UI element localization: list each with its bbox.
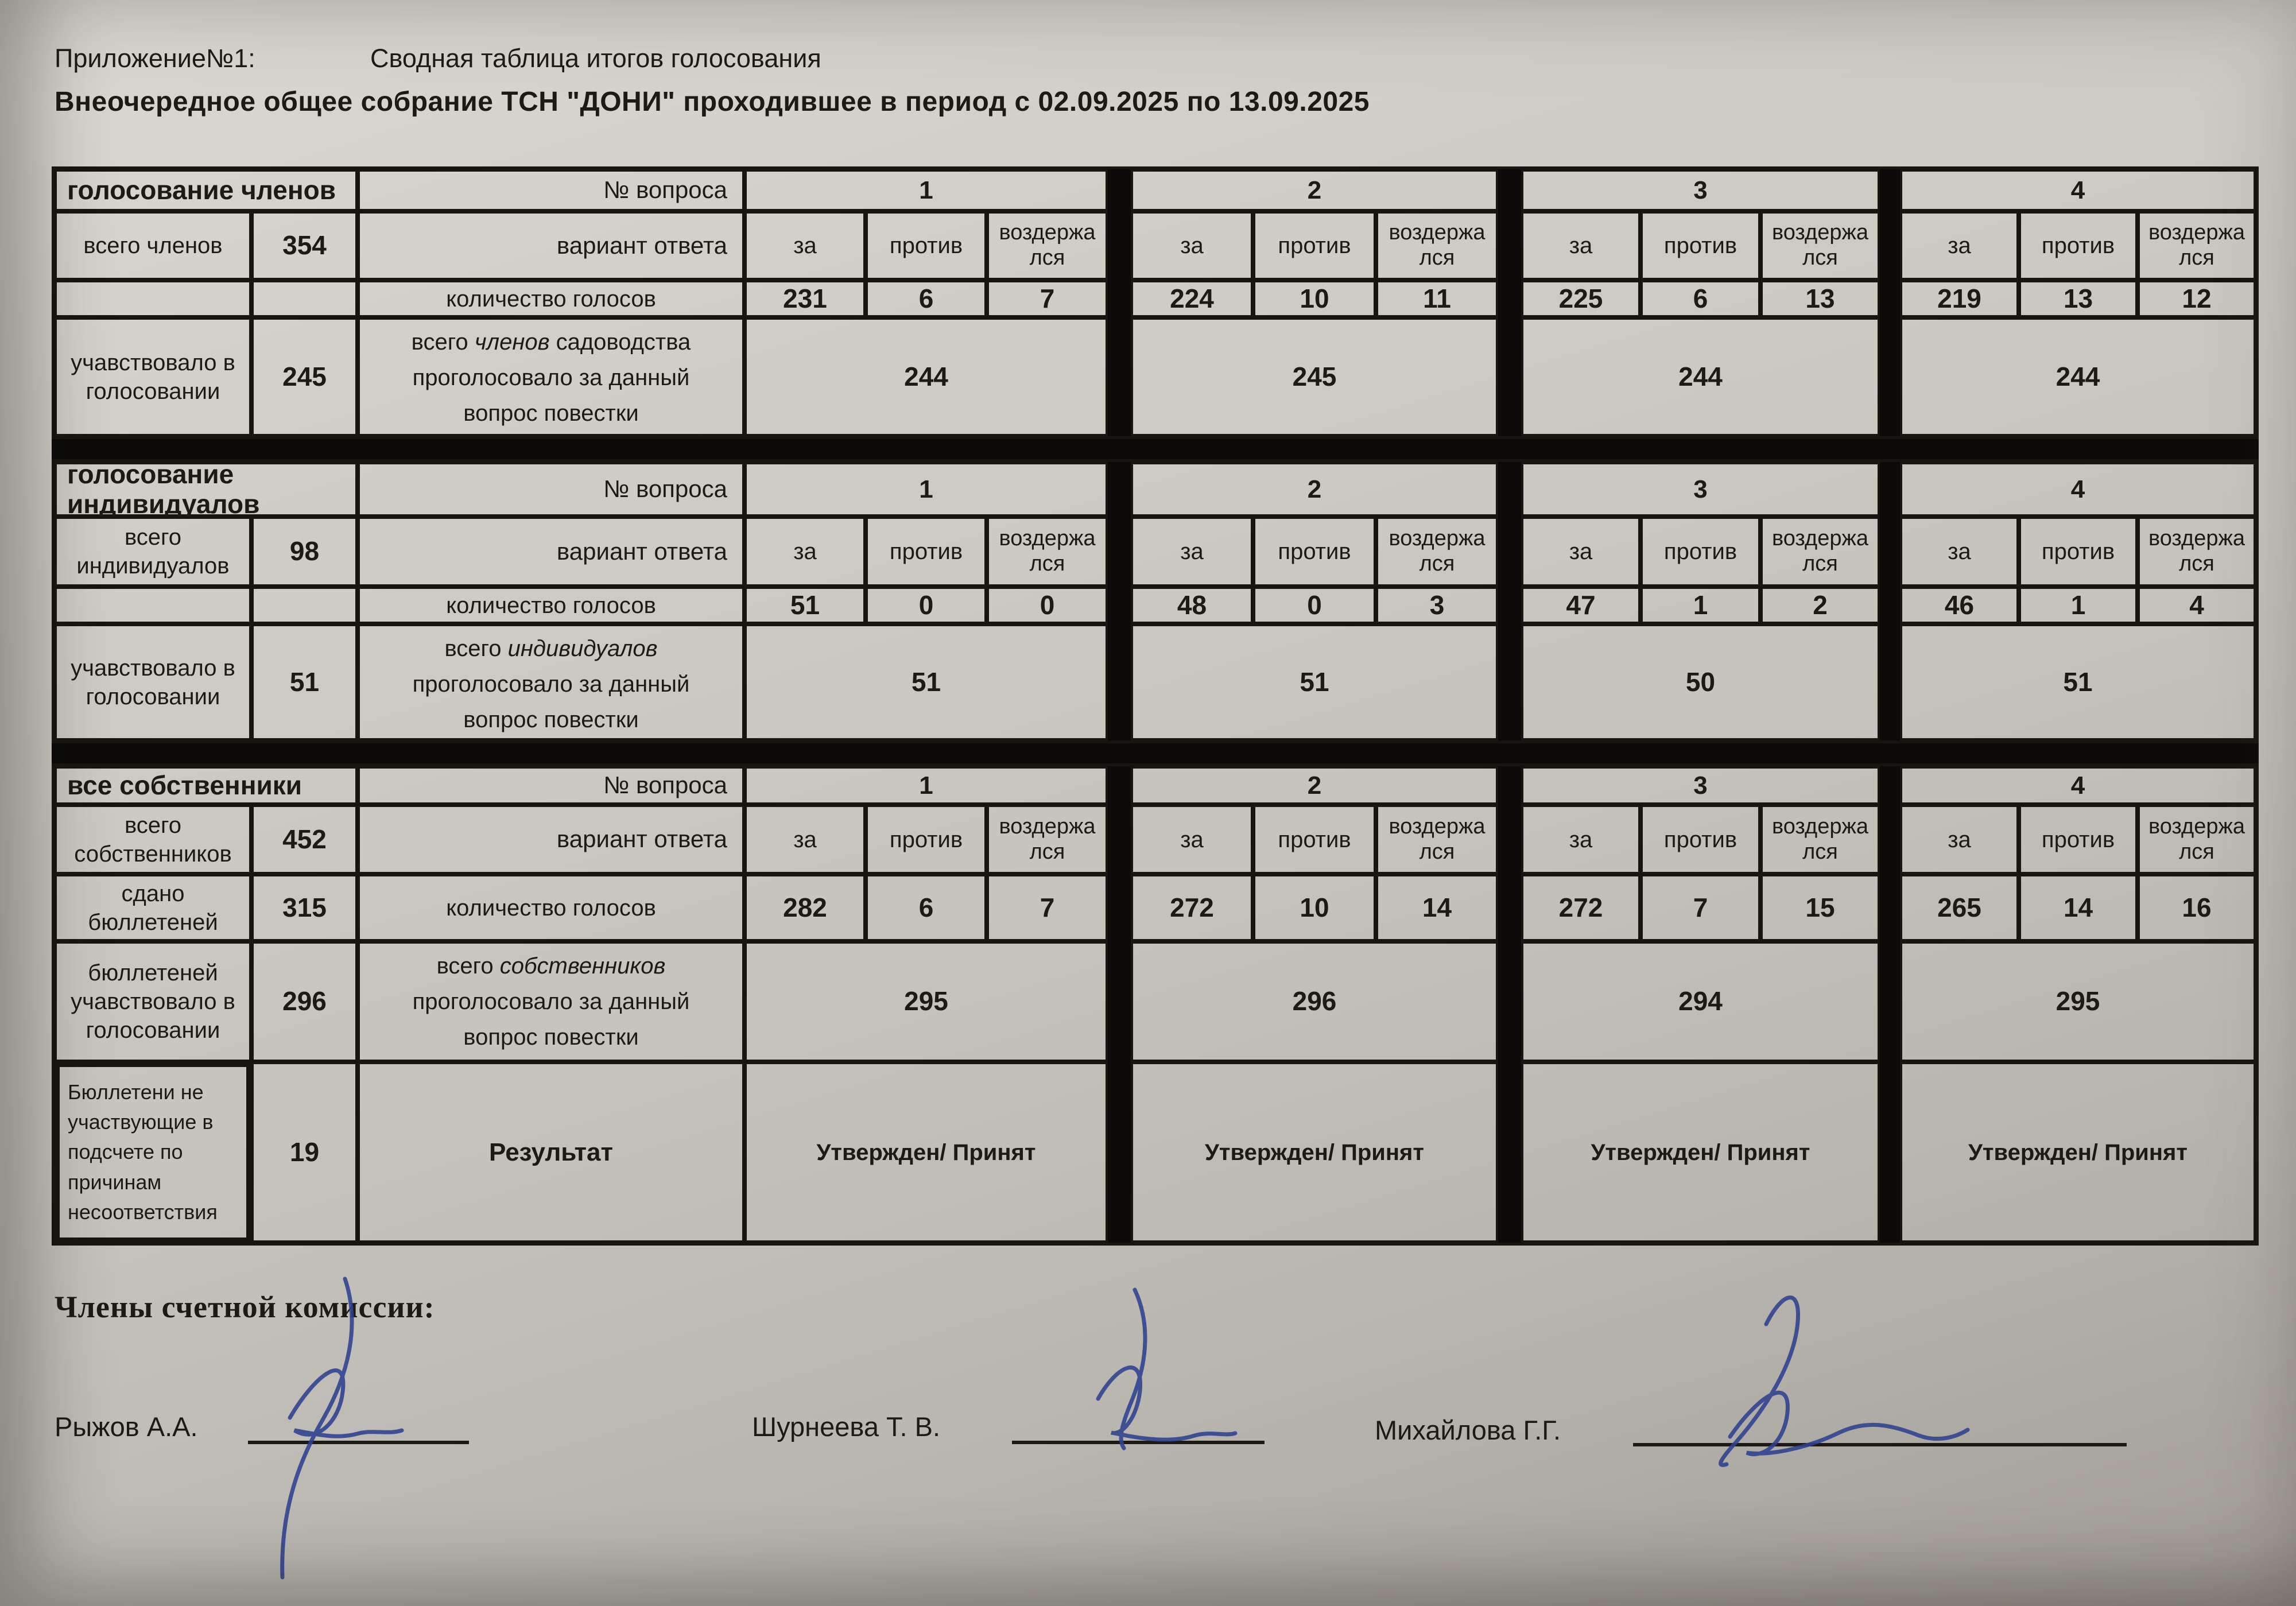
votes-for: 219 — [1900, 280, 2019, 317]
appendix-label: Приложение№1: — [55, 44, 255, 73]
against-label: против — [2019, 211, 2138, 280]
signature-ryzhov — [290, 1371, 402, 1437]
votes-for: 282 — [744, 874, 866, 941]
empty-cell — [251, 280, 358, 317]
abstain-label: воздержа лся — [1760, 211, 1880, 280]
against-label: против — [866, 517, 987, 587]
question-total: 295 — [744, 941, 1108, 1062]
abstain-label: воздержа лся — [987, 805, 1108, 874]
question-number: 4 — [1900, 169, 2256, 211]
votes-against: 6 — [866, 280, 987, 317]
ballots-participated-value: 296 — [251, 941, 358, 1062]
votes-abstain: 2 — [1760, 587, 1880, 624]
against-label: против — [2019, 517, 2138, 587]
total-owners-value: 452 — [251, 805, 358, 874]
question-number: 2 — [1131, 462, 1498, 517]
abstain-label: воздержа лся — [1760, 805, 1880, 874]
question-result: Утвержден/ Принят — [1131, 1062, 1498, 1243]
question-total: 51 — [744, 624, 1108, 740]
against-label: против — [1253, 805, 1376, 874]
votes-count-label: количество голосов — [358, 280, 744, 317]
participated-value: 51 — [251, 624, 358, 740]
members-vote-table — [52, 166, 2259, 439]
participated-value: 245 — [251, 317, 358, 436]
block-divider — [1498, 169, 1521, 436]
member-name: Рыжов А.А. — [55, 1411, 198, 1442]
votes-for: 272 — [1131, 874, 1253, 941]
against-label: против — [2019, 805, 2138, 874]
for-label: за — [744, 211, 866, 280]
member-name: Михайлова Г.Г. — [1375, 1415, 1561, 1445]
block-divider — [1108, 766, 1131, 1243]
participated-label: учавствовало в голосовании — [55, 624, 251, 740]
question-result: Утвержден/ Принят — [1521, 1062, 1880, 1243]
question-number: 1 — [744, 169, 1108, 211]
question-total: 296 — [1131, 941, 1498, 1062]
signature-shurneeva — [1098, 1368, 1235, 1440]
votes-abstain: 16 — [2138, 874, 2256, 941]
block-divider — [1498, 462, 1521, 740]
question-no-label: № вопроса — [358, 766, 744, 805]
question-number: 3 — [1521, 462, 1880, 517]
total-members-value: 354 — [251, 211, 358, 280]
votes-against: 1 — [1640, 587, 1760, 624]
votes-against: 6 — [866, 874, 987, 941]
excluded-ballots-value: 19 — [251, 1062, 358, 1243]
section-title: все собственники — [55, 766, 358, 805]
votes-against: 6 — [1640, 280, 1760, 317]
against-label: против — [1640, 517, 1760, 587]
votes-abstain: 3 — [1376, 587, 1498, 624]
block-divider — [1880, 169, 1900, 436]
votes-against: 10 — [1253, 874, 1376, 941]
block-divider — [1880, 766, 1900, 1243]
block-divider — [1880, 462, 1900, 740]
votes-for: 47 — [1521, 587, 1640, 624]
question-number: 1 — [744, 766, 1108, 805]
signature-line — [248, 1441, 469, 1444]
question-no-label: № вопроса — [358, 169, 744, 211]
votes-against: 13 — [2019, 280, 2138, 317]
question-total: 244 — [744, 317, 1108, 436]
votes-abstain: 7 — [987, 874, 1108, 941]
block-divider — [1108, 462, 1131, 740]
section-separator — [52, 743, 2259, 763]
votes-against: 7 — [1640, 874, 1760, 941]
votes-abstain: 7 — [987, 280, 1108, 317]
votes-abstain: 13 — [1760, 280, 1880, 317]
votes-for: 231 — [744, 280, 866, 317]
participated-label: учавствовало в голосовании — [55, 317, 251, 436]
abstain-label: воздержа лся — [1376, 517, 1498, 587]
question-total: 51 — [1131, 624, 1498, 740]
total-members-label: всего членов — [55, 211, 251, 280]
against-label: против — [1253, 211, 1376, 280]
for-label: за — [744, 805, 866, 874]
against-label: против — [1640, 211, 1760, 280]
empty-cell — [55, 587, 251, 624]
result-label: Результат — [358, 1062, 744, 1243]
question-total: 245 — [1131, 317, 1498, 436]
excluded-ballots-label: Бюллетени не участвующие в подсчете по причинам несоответствия — [55, 1062, 251, 1243]
votes-abstain: 4 — [2138, 587, 2256, 624]
votes-for: 265 — [1900, 874, 2019, 941]
signature-shurneeva — [1121, 1290, 1145, 1448]
question-total: 244 — [1521, 317, 1880, 436]
votes-for: 225 — [1521, 280, 1640, 317]
for-label: за — [1900, 805, 2019, 874]
abstain-label: воздержа лся — [1376, 805, 1498, 874]
question-number: 4 — [1900, 766, 2256, 805]
per-question-total-desc: всего собственников проголосовало за данный вопрос повестки — [358, 941, 744, 1062]
votes-abstain: 11 — [1376, 280, 1498, 317]
section-title: голосование индивидуалов — [55, 462, 358, 517]
votes-against: 0 — [1253, 587, 1376, 624]
question-total: 294 — [1521, 941, 1880, 1062]
question-result: Утвержден/ Принят — [1900, 1062, 2256, 1243]
page-subtitle: Внеочередное общее собрание ТСН "ДОНИ" проходившее в период с 02.09.2025 по 13.09.2025 — [55, 87, 1370, 117]
ballots-submitted-label: сдано бюллетеней — [55, 874, 251, 941]
for-label: за — [1131, 211, 1253, 280]
question-result: Утвержден/ Принят — [744, 1062, 1108, 1243]
votes-for: 272 — [1521, 874, 1640, 941]
votes-abstain: 12 — [2138, 280, 2256, 317]
ballots-participated-label: бюллетеней учавствовало в голосовании — [55, 941, 251, 1062]
votes-against: 0 — [866, 587, 987, 624]
block-divider — [1498, 766, 1521, 1243]
per-question-total-desc: всего индивидуалов проголосовало за данный вопрос повестки — [358, 624, 744, 740]
ballots-submitted-value: 315 — [251, 874, 358, 941]
votes-for: 51 — [744, 587, 866, 624]
abstain-label: воздержа лся — [1376, 211, 1498, 280]
for-label: за — [1521, 211, 1640, 280]
signature-mikhailova — [1721, 1298, 1798, 1465]
against-label: против — [1640, 805, 1760, 874]
question-total: 51 — [1900, 624, 2256, 740]
votes-abstain: 15 — [1760, 874, 1880, 941]
question-total: 244 — [1900, 317, 2256, 436]
question-total: 50 — [1521, 624, 1880, 740]
abstain-label: воздержа лся — [2138, 805, 2256, 874]
question-number: 4 — [1900, 462, 2256, 517]
total-individuals-value: 98 — [251, 517, 358, 587]
question-number: 3 — [1521, 766, 1880, 805]
votes-against: 1 — [2019, 587, 2138, 624]
votes-for: 224 — [1131, 280, 1253, 317]
question-number: 1 — [744, 462, 1108, 517]
against-label: против — [866, 211, 987, 280]
votes-for: 46 — [1900, 587, 2019, 624]
page-title: Сводная таблица итогов голосования — [370, 44, 821, 73]
votes-count-label: количество голосов — [358, 874, 744, 941]
section-separator — [52, 439, 2259, 459]
against-label: против — [1253, 517, 1376, 587]
votes-against: 10 — [1253, 280, 1376, 317]
question-number: 2 — [1131, 169, 1498, 211]
block-divider — [1108, 169, 1131, 436]
for-label: за — [1900, 211, 2019, 280]
abstain-label: воздержа лся — [1760, 517, 1880, 587]
for-label: за — [1521, 517, 1640, 587]
for-label: за — [1900, 517, 2019, 587]
signature-line — [1633, 1443, 2127, 1446]
for-label: за — [744, 517, 866, 587]
abstain-label: воздержа лся — [987, 517, 1108, 587]
votes-count-label: количество голосов — [358, 587, 744, 624]
total-owners-label: всего собственников — [55, 805, 251, 874]
question-no-label: № вопроса — [358, 462, 744, 517]
total-individuals-label: всего индивидуалов — [55, 517, 251, 587]
question-total: 295 — [1900, 941, 2256, 1062]
votes-abstain: 14 — [1376, 874, 1498, 941]
abstain-label: воздержа лся — [2138, 517, 2256, 587]
member-name: Шурнеева Т. В. — [752, 1411, 941, 1442]
section-title: голосование членов — [55, 169, 358, 211]
per-question-total-desc: всего членов садоводства проголосовало за данный вопрос повестки — [358, 317, 744, 436]
against-label: против — [866, 805, 987, 874]
for-label: за — [1131, 517, 1253, 587]
question-number: 2 — [1131, 766, 1498, 805]
question-number: 3 — [1521, 169, 1880, 211]
votes-for: 48 — [1131, 587, 1253, 624]
answer-variant-label: вариант ответа — [358, 805, 744, 874]
individuals-vote-table — [52, 459, 2259, 743]
answer-variant-label: вариант ответа — [358, 517, 744, 587]
all-owners-vote-table — [52, 763, 2259, 1246]
empty-cell — [55, 280, 251, 317]
committee-title: Члены счетной комиссии: — [55, 1290, 435, 1324]
for-label: за — [1131, 805, 1253, 874]
signature-line — [1012, 1441, 1265, 1444]
votes-abstain: 0 — [987, 587, 1108, 624]
for-label: за — [1521, 805, 1640, 874]
answer-variant-label: вариант ответа — [358, 211, 744, 280]
empty-cell — [251, 587, 358, 624]
votes-against: 14 — [2019, 874, 2138, 941]
abstain-label: воздержа лся — [987, 211, 1108, 280]
abstain-label: воздержа лся — [2138, 211, 2256, 280]
